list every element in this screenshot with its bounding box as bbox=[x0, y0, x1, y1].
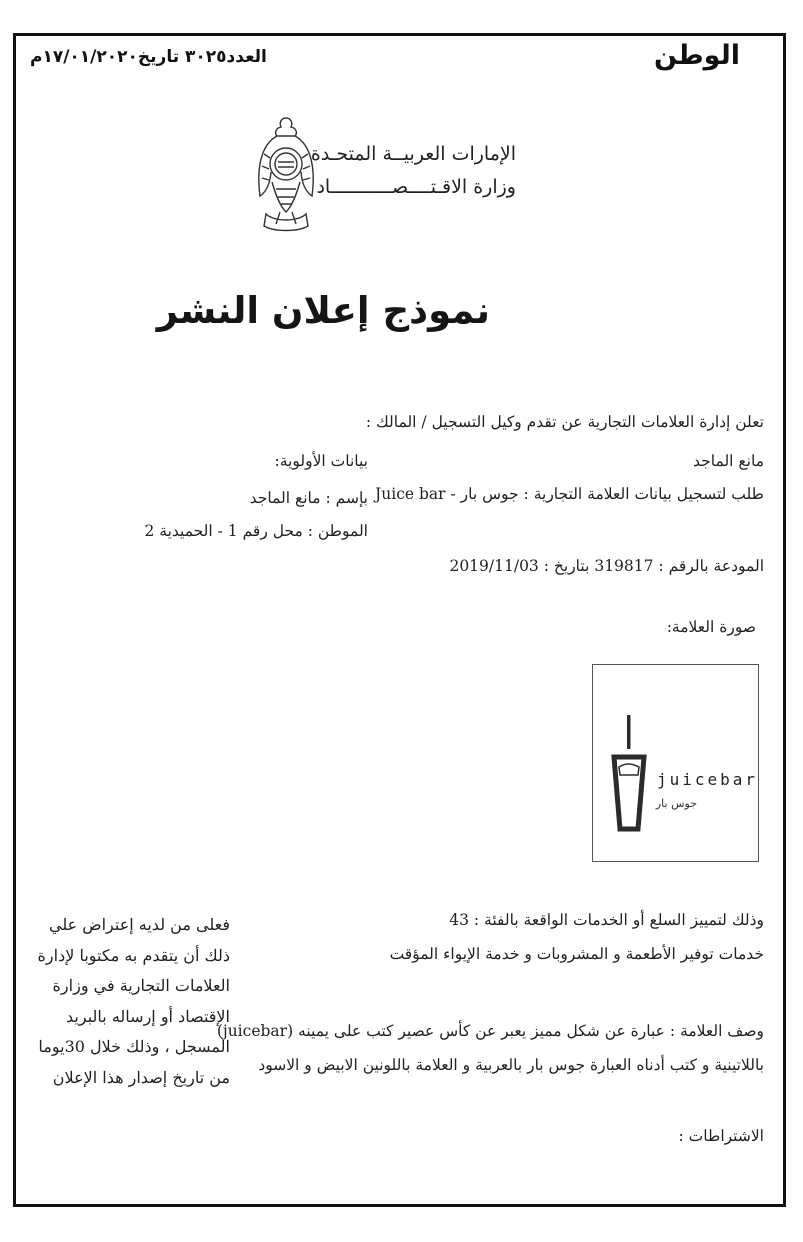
newspaper-name: الوطن bbox=[653, 40, 740, 71]
priority-name: بإسم : مانع الماجد bbox=[249, 489, 368, 507]
description-line-1: وصف العلامة : عبارة عن شكل مميز يعبر عن كأس عصير كتب على يمينه (juicebar) bbox=[216, 1022, 764, 1040]
owner-name: مانع الماجد bbox=[693, 452, 764, 470]
trademark-image bbox=[592, 664, 759, 862]
uae-emblem-icon bbox=[254, 114, 318, 242]
description-line-2: باللاتينية و كتب أدناه العبارة جوس بار بالعربية و العلامة باللونين الابيض و الاسود bbox=[258, 1056, 764, 1074]
classification-line-2: خدمات توفير الأطعمة و المشروبات و خدمة الإيواء المؤقت bbox=[389, 945, 764, 963]
registration-request: طلب لتسجيل بيانات العلامة التجارية : جوس بار - Juice bar bbox=[375, 485, 764, 503]
objection-line-4: الإقتصاد أو إرساله بالبريد bbox=[66, 1006, 230, 1026]
form-title: نموذج إعلان النشر bbox=[156, 289, 490, 332]
classification-line-1: وذلك لتمييز السلع أو الخدمات الواقعة بالفئة : 43 bbox=[449, 911, 764, 929]
objection-notice bbox=[37, 910, 230, 1093]
objection-line-6: من تاريخ إصدار هذا الإعلان bbox=[52, 1067, 230, 1087]
objection-line-3: العلامات التجارية في وزارة bbox=[52, 976, 230, 995]
juice-cup-icon bbox=[611, 715, 647, 835]
objection-line-1: فعلى من لديه إعتراض علي bbox=[48, 915, 230, 934]
conditions-label: الاشتراطات : bbox=[678, 1127, 764, 1145]
ministry-line-1: الإمارات العربيــة المتحـدة bbox=[310, 143, 516, 165]
ministry-line-2: وزارة الاقـتــــصـــــــــــاد bbox=[316, 176, 516, 198]
trademark-latin-text: juicebar bbox=[657, 770, 759, 789]
trademark-arabic-text: جوس بار bbox=[655, 797, 697, 810]
announcement-intro: تعلن إدارة العلامات التجارية عن تقدم وكيل التسجيل / المالك : bbox=[365, 413, 764, 431]
mark-image-label: صورة العلامة: bbox=[666, 618, 756, 636]
priority-address: الموطن : محل رقم 1 - الحميدية 2 bbox=[144, 522, 368, 540]
objection-line-5: المسجل ، وذلك خلال 30يوما bbox=[38, 1037, 230, 1056]
deposit-number-date: المودعة بالرقم : 319817 بتاريخ : 2019/11/03 bbox=[449, 557, 764, 575]
issue-info: العدد٣٠٢٥ تاريخ١٧/٠١/٢٠٢٠م bbox=[30, 47, 267, 67]
priority-title: بيانات الأولوية: bbox=[274, 452, 368, 470]
objection-line-2: ذلك أن يتقدم به مكتوبا لإدارة bbox=[37, 945, 230, 965]
